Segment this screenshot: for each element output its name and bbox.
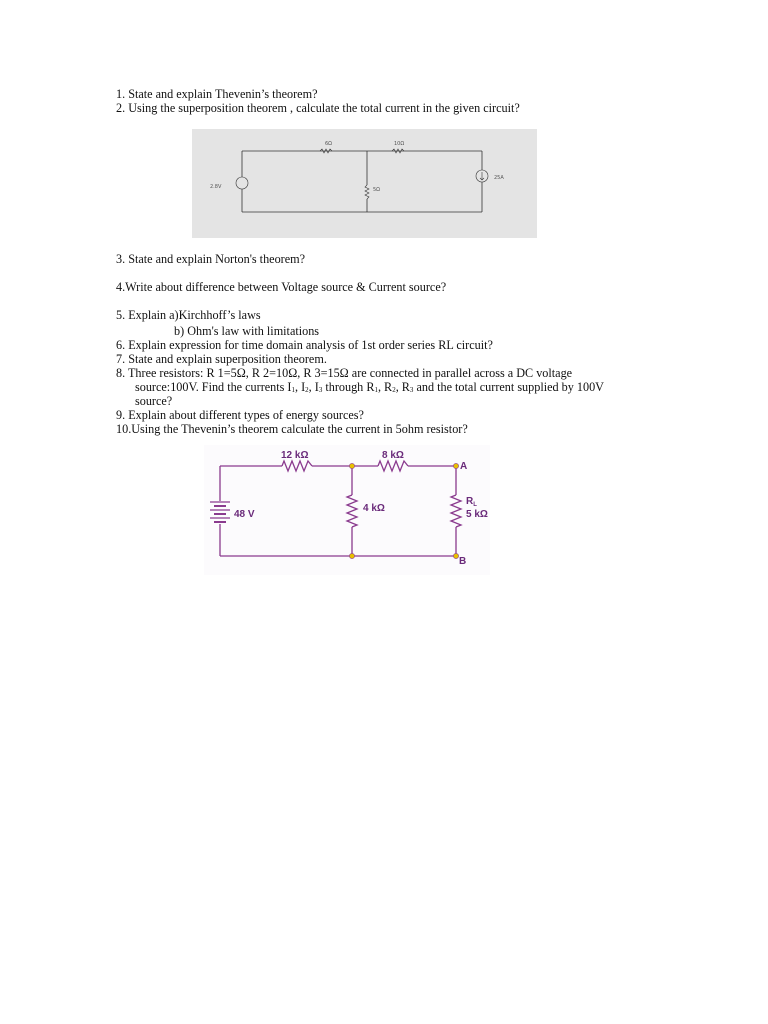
label-8k: 8 kΩ [382,450,404,461]
label-5k: 5 kΩ [466,509,488,520]
circuit-diagram-1 [192,129,537,238]
question-9: 9. Explain about different types of energy sources? [116,408,364,422]
circuit1-label-5ohm: 5Ω [373,187,381,193]
circuit1-label-voltage: 2.8V [210,184,222,190]
circuit1-label-10ohm: 10Ω [394,141,405,147]
question-1: 1. State and explain Thevenin’s theorem? [116,87,318,101]
node-a-dot [453,463,458,468]
label-4k: 4 kΩ [363,503,385,514]
question-5b: b) Ohm's law with limitations [174,324,320,338]
question-8-line-1: 8. Three resistors: R 1=5Ω, R 2=10Ω, R 3=15Ω are connected in parallel across a DC voltage [116,366,573,380]
question-8-line-2: source:100V. Find the currents $I_1$, $I_2$, $I_3$ through $R_1$, $R_2$, $R_3$ and the total current supplied by 100V [135,380,604,394]
question-6: 6. Explain expression for time domain analysis of 1st order series RL circuit? [116,338,493,352]
circuit-diagram-2 [204,445,490,575]
label-12k: 12 kΩ [281,450,309,461]
question-10: 10.Using the Thevenin’s theorem calculate the current in 5ohm resistor? [116,422,468,436]
question-3: 3. State and explain Norton's theorem? [116,252,306,266]
node-b-dot [453,553,458,558]
label-node-b: B [459,556,467,567]
label-48v: 48 V [234,509,255,520]
node-dot [349,463,354,468]
label-node-a: A [460,461,468,472]
node-dot [349,553,354,558]
question-7: 7. State and explain superposition theorem. [116,352,327,366]
question-2: 2. Using the superposition theorem , calculate the total current in the given circuit? [116,101,520,115]
question-5a: 5. Explain a)Kirchhoff’s laws [116,308,261,322]
question-4: 4.Write about difference between Voltage source & Current source? [116,280,447,294]
circuit1-label-6ohm: 6Ω [325,141,333,147]
label-rl: $R_L$ [466,496,477,508]
question-8-line-3: source? [135,394,173,408]
circuit1-label-current: 25A [494,175,504,181]
